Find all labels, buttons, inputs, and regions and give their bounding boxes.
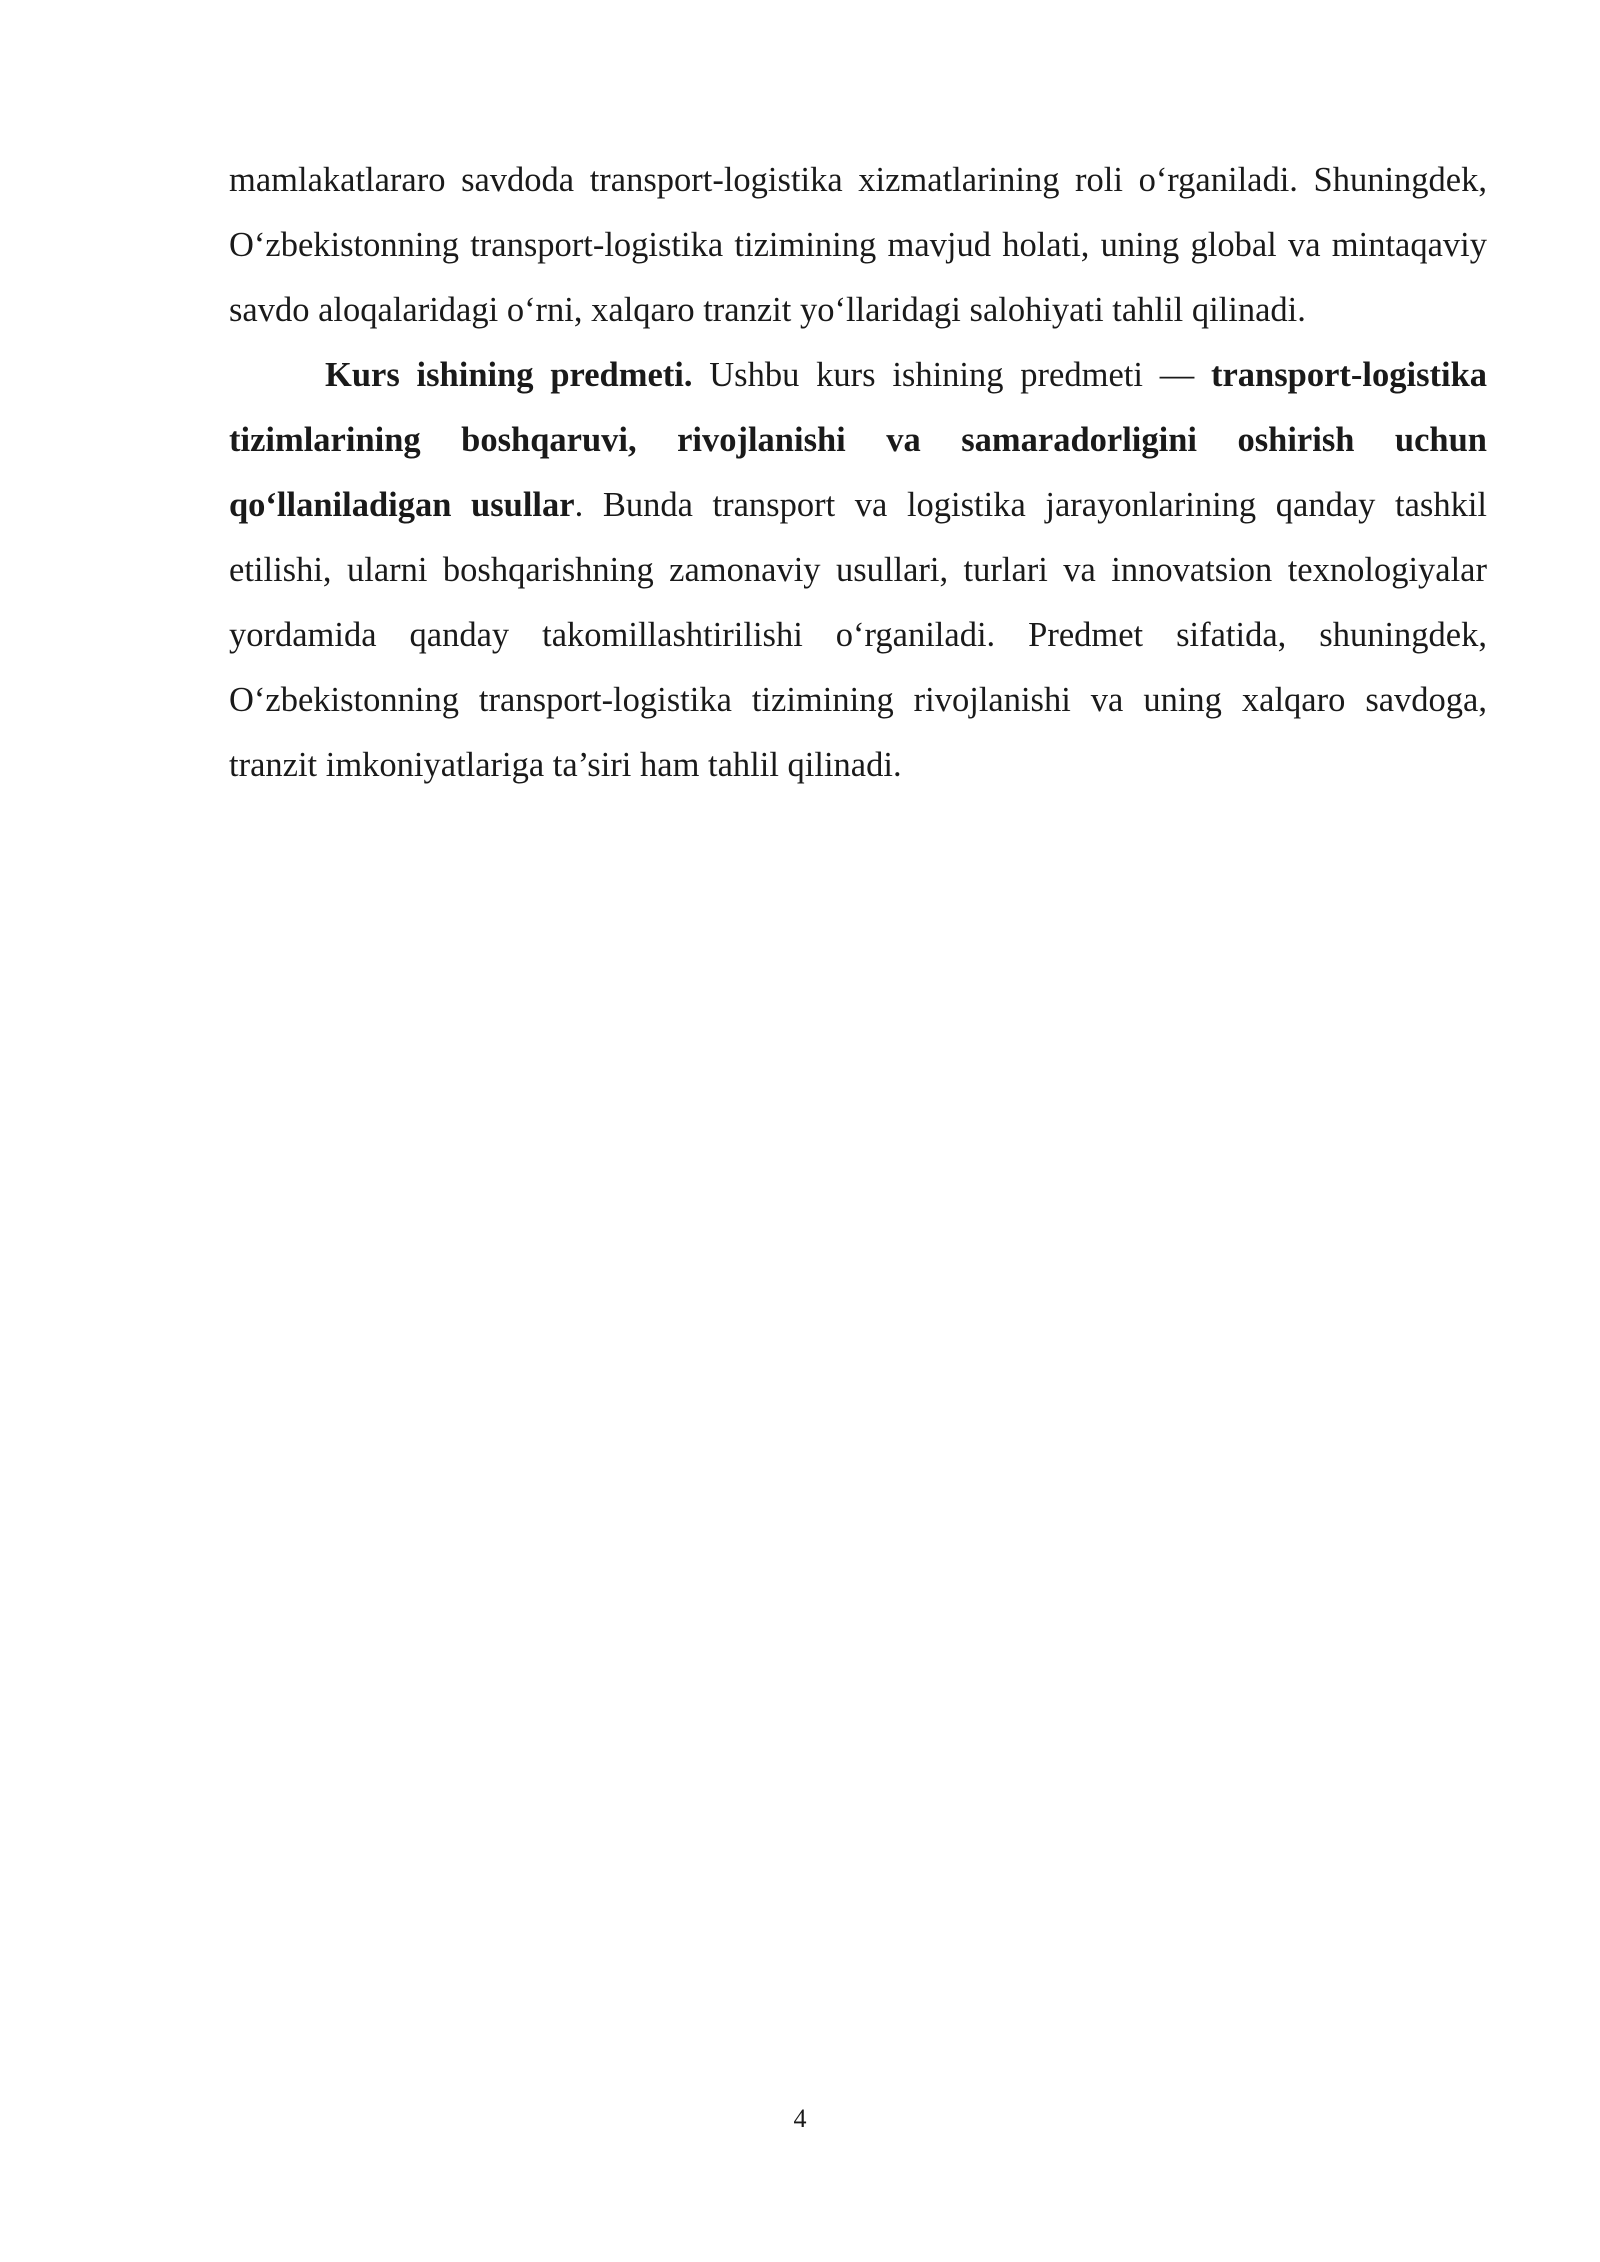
document-body <box>229 148 1487 798</box>
paragraph <box>229 148 1487 343</box>
paragraph-text: Ushbu kurs ishining predmeti — <box>692 356 1211 394</box>
paragraph-text: mamlakatlararo savdoda transport-logistika xizmatlarining roli o‘rganiladi. Shuningdek, O‘zbekistonning transport-logistika tizimining mavjud holati, uning global va mintaqaviy savdo aloqalaridagi o‘rni, xalqaro tranzit yo‘llaridagi salohiyati tahlil qilinadi. <box>229 161 1487 329</box>
section-heading: Kurs ishining predmeti. <box>325 356 693 394</box>
paragraph-subject <box>229 343 1487 798</box>
emphasized-text: transport-logistika tizimlarining boshqaruvi, rivojlanishi va samaradorligini oshirish uchun qo‘llaniladigan usullar <box>229 356 1487 524</box>
paragraph-text: . Bunda transport va logistika jarayonlarining qanday tashkil etilishi, ularni boshqarishning zamonaviy usullari, turlari va innovatsion texnologiyalar yordamida qanday takomillashtirilishi o‘rganiladi. Predmet sifatida, shuningdek, O‘zbekistonning transport-logistika tizimining rivojlanishi va uning xalqaro savdoga, tranzit imkoniyatlariga ta’siri ham tahlil qilinadi. <box>229 486 1488 784</box>
page-number: 4 <box>793 2104 807 2133</box>
